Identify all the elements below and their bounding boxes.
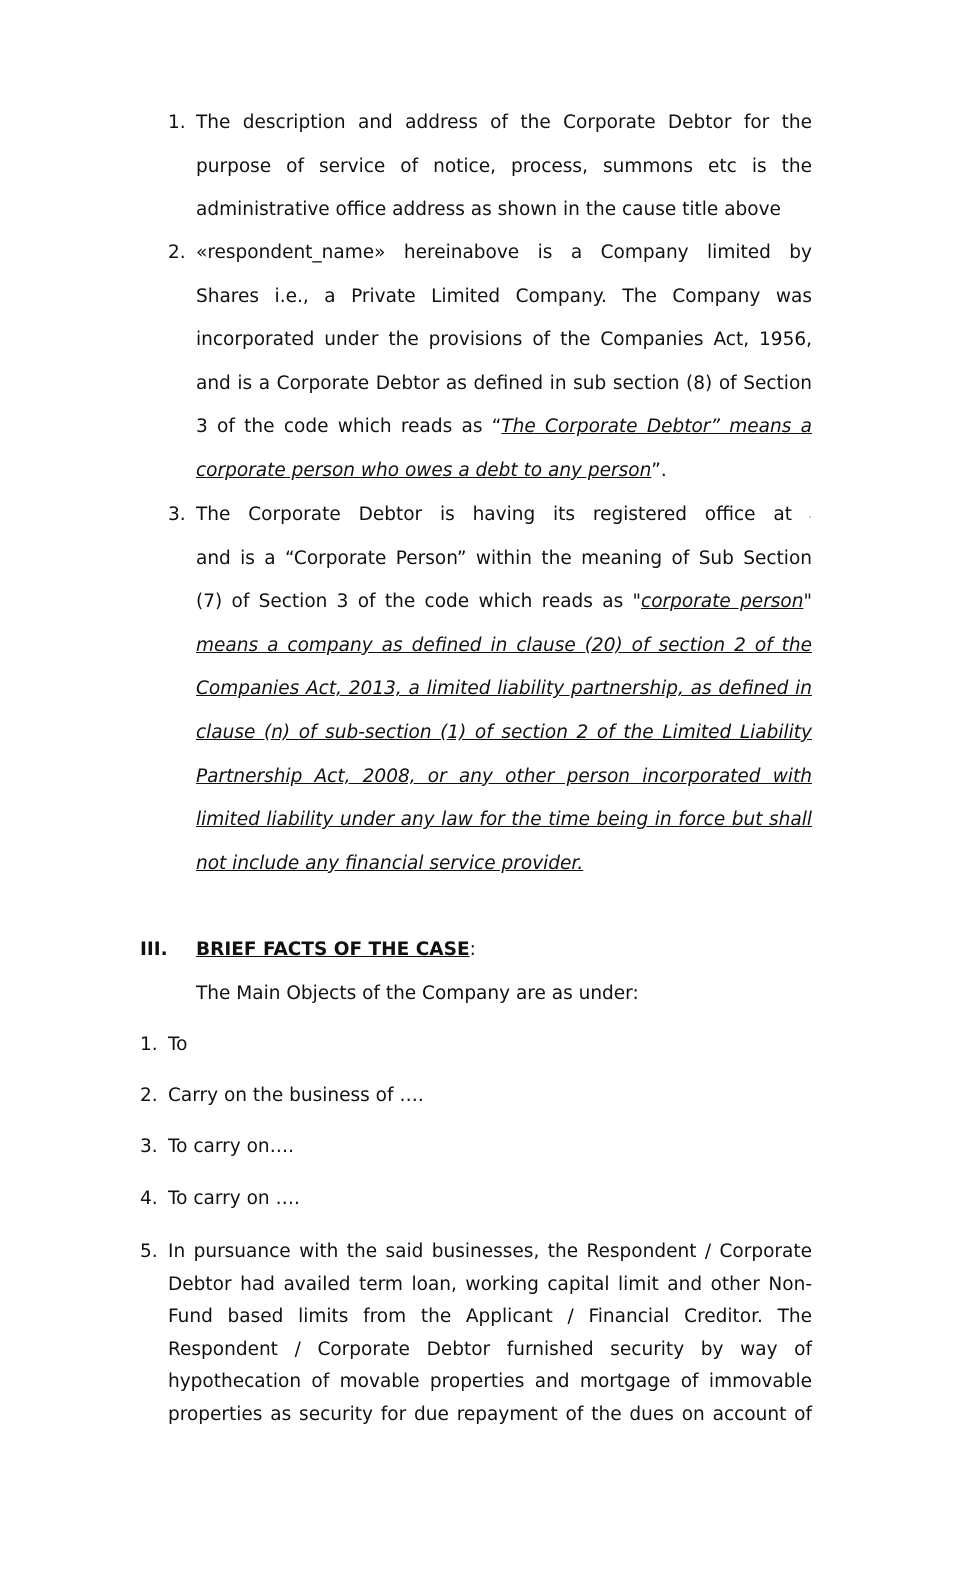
para3-line1-text: The Corporate Debtor is having its registered office at bbox=[196, 504, 792, 525]
para5-line: properties as security for due repayment of the dues on account of bbox=[168, 1403, 812, 1425]
objects-intro: The Main Objects of the Company are as under: bbox=[196, 983, 639, 1004]
para5-line: Debtor had availed term loan, working capital limit and other Non- bbox=[168, 1273, 812, 1295]
section-title-text: BRIEF FACTS OF THE CASE bbox=[196, 939, 470, 960]
section-numeral: III. bbox=[140, 939, 168, 960]
para1-line: The description and address of the Corporate Debtor for the bbox=[196, 112, 812, 133]
para5-line: Respondent / Corporate Debtor furnished security by way of bbox=[168, 1338, 812, 1360]
para5-number: 5. bbox=[140, 1241, 158, 1262]
para3-line bbox=[196, 493, 812, 537]
para5-line: hypothecation of movable properties and mortgage of immovable bbox=[168, 1371, 812, 1393]
para1-number: 1. bbox=[168, 112, 186, 133]
para3-line3-suffix: " bbox=[803, 591, 812, 613]
object-number: 1. bbox=[140, 1034, 158, 1055]
object-number: 3. bbox=[140, 1136, 158, 1157]
para2-line: «respondent_name» hereinabove is a Company limited by bbox=[196, 242, 812, 263]
definition-quote: corporate person bbox=[641, 591, 804, 613]
definition-quote-line: limited liability under any law for the time being in force but shall bbox=[196, 809, 812, 831]
definition-quote: corporate person who owes a debt to any person bbox=[196, 459, 652, 481]
object-text: To bbox=[168, 1034, 188, 1055]
para5-line: Fund based limits from the Applicant / Financial Creditor. The bbox=[168, 1306, 812, 1328]
object-number: 2. bbox=[140, 1085, 158, 1106]
para1 bbox=[196, 101, 812, 232]
para3-line bbox=[196, 580, 812, 624]
definition-quote-line: means a company as defined in clause (20) of section 2 of the bbox=[196, 634, 812, 656]
para3-line: and is a “Corporate Person” within the meaning of Sub Section bbox=[196, 547, 812, 569]
section-title-colon: : bbox=[469, 939, 476, 960]
para5-line: In pursuance with the said businesses, the Respondent / Corporate bbox=[168, 1241, 812, 1262]
definition-quote-line: clause (n) of sub-section (1) of section 2 of the Limited Liability bbox=[196, 721, 812, 743]
object-text: To carry on …. bbox=[168, 1188, 300, 1209]
object-text: To carry on…. bbox=[168, 1136, 295, 1157]
para2-line: Shares i.e., a Private Limited Company. The Company was bbox=[196, 285, 812, 307]
definition-quote-line: Companies Act, 2013, a limited liability partnership, as defined in bbox=[196, 678, 812, 700]
para2 bbox=[196, 231, 812, 493]
para3-line3-prefix: (7) of Section 3 of the code which reads as " bbox=[196, 591, 642, 613]
object-number: 4. bbox=[140, 1188, 158, 1209]
para1-line: administrative office address as shown in the cause title above bbox=[196, 199, 781, 221]
para3 bbox=[196, 493, 812, 885]
para2-line: and is a Corporate Debtor as defined in sub section (8) of Section bbox=[196, 372, 812, 394]
para3-line1-mark: . bbox=[808, 507, 812, 521]
para2-line: incorporated under the provisions of the Companies Act, 1956, bbox=[196, 329, 812, 351]
definition-quote: The Corporate Debtor” means a bbox=[501, 416, 812, 438]
definition-quote-line: not include any financial service provider. bbox=[196, 852, 584, 874]
para2-number: 2. bbox=[168, 242, 186, 263]
para2-line bbox=[196, 449, 812, 493]
para2-line bbox=[196, 405, 812, 449]
para2-line6-suffix: ”. bbox=[651, 459, 667, 481]
para1-line: purpose of service of notice, process, summons etc is the bbox=[196, 155, 812, 177]
section-title bbox=[196, 936, 476, 964]
para3-number: 3. bbox=[168, 504, 186, 525]
definition-quote-line: Partnership Act, 2008, or any other person incorporated with bbox=[196, 765, 812, 787]
para5 bbox=[168, 1236, 812, 1432]
object-text: Carry on the business of …. bbox=[168, 1085, 424, 1106]
para2-line5-prefix: 3 of the code which reads as “ bbox=[196, 416, 502, 438]
